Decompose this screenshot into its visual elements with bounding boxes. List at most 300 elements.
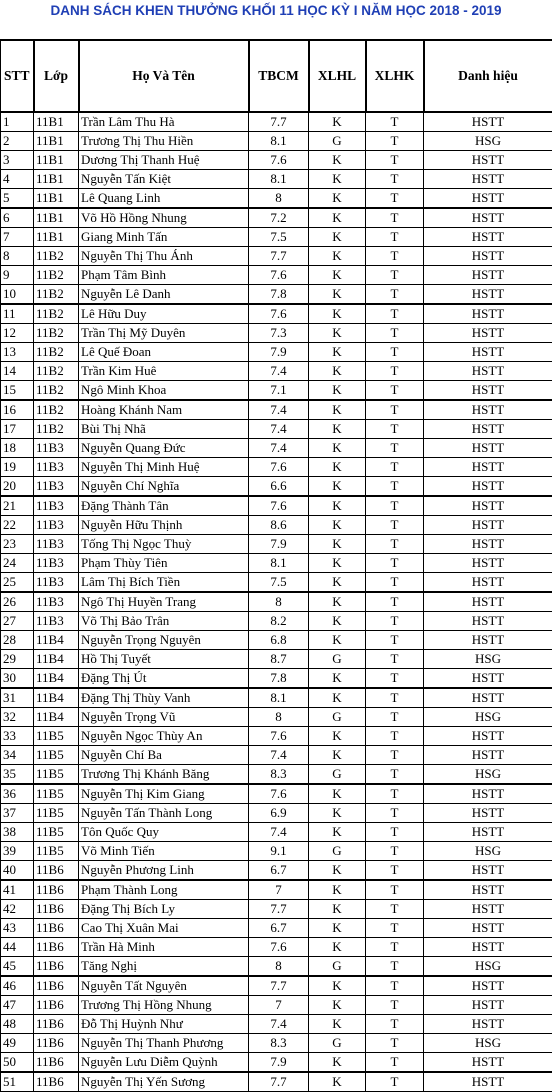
table-row: [1, 919, 552, 938]
cell-xlhl: K: [309, 535, 366, 554]
cell-xlhl: G: [309, 650, 366, 669]
cell-class: 11B2: [34, 247, 79, 266]
cell-title: HSTT: [424, 592, 552, 612]
cell-class: 11B2: [34, 304, 79, 324]
table-row: [1, 420, 552, 439]
cell-class: 11B1: [34, 228, 79, 247]
cell-xlhl: K: [309, 573, 366, 593]
cell-name: Hồ Thị Tuyết: [79, 650, 249, 669]
cell-name: Nguyễn Tấn Thành Long: [79, 804, 249, 823]
table-row: [1, 1034, 552, 1053]
cell-stt: 18: [1, 439, 34, 458]
cell-tbcm: 7.6: [249, 784, 309, 804]
cell-class: 11B4: [34, 631, 79, 650]
cell-xlhk: T: [366, 112, 424, 132]
table-row: [1, 496, 552, 516]
cell-xlhl: K: [309, 631, 366, 650]
table-row: [1, 880, 552, 900]
cell-xlhl: K: [309, 112, 366, 132]
cell-tbcm: 7.8: [249, 285, 309, 305]
cell-stt: 14: [1, 362, 34, 381]
cell-name: Lê Quang Linh: [79, 189, 249, 209]
cell-class: 11B6: [34, 957, 79, 977]
cell-class: 11B6: [34, 1015, 79, 1034]
cell-name: Đặng Thị Út: [79, 669, 249, 689]
cell-tbcm: 8: [249, 592, 309, 612]
cell-stt: 10: [1, 285, 34, 305]
cell-xlhl: K: [309, 554, 366, 573]
cell-xlhk: T: [366, 247, 424, 266]
cell-name: Nguyễn Tấn Kiệt: [79, 170, 249, 189]
cell-xlhk: T: [366, 669, 424, 689]
cell-xlhk: T: [366, 861, 424, 881]
cell-title: HSTT: [424, 938, 552, 957]
table-row: [1, 823, 552, 842]
cell-tbcm: 7.5: [249, 573, 309, 593]
cell-xlhk: T: [366, 727, 424, 746]
cell-tbcm: 8.1: [249, 132, 309, 151]
cell-xlhl: K: [309, 151, 366, 170]
cell-name: Nguyễn Thị Kim Giang: [79, 784, 249, 804]
cell-title: HSTT: [424, 420, 552, 439]
cell-stt: 23: [1, 535, 34, 554]
cell-name: Nguyễn Chí Nghĩa: [79, 477, 249, 497]
table-row: [1, 784, 552, 804]
cell-xlhl: K: [309, 996, 366, 1015]
cell-xlhk: T: [366, 496, 424, 516]
cell-tbcm: 7.2: [249, 208, 309, 228]
cell-xlhl: G: [309, 1034, 366, 1053]
cell-xlhl: K: [309, 439, 366, 458]
cell-class: 11B6: [34, 1072, 79, 1092]
cell-stt: 9: [1, 266, 34, 285]
cell-stt: 38: [1, 823, 34, 842]
cell-title: HSTT: [424, 458, 552, 477]
cell-name: Trần Hà Minh: [79, 938, 249, 957]
cell-name: Nguyễn Quang Đức: [79, 439, 249, 458]
cell-name: Phạm Tâm Bình: [79, 266, 249, 285]
cell-name: Võ Minh Tiến: [79, 842, 249, 861]
cell-class: 11B1: [34, 112, 79, 132]
table-row: [1, 208, 552, 228]
cell-name: Lê Hữu Duy: [79, 304, 249, 324]
cell-stt: 11: [1, 304, 34, 324]
cell-stt: 49: [1, 1034, 34, 1053]
header-class: Lớp: [34, 40, 79, 112]
cell-name: Tống Thị Ngọc Thuỳ: [79, 535, 249, 554]
cell-title: HSTT: [424, 784, 552, 804]
cell-class: 11B4: [34, 650, 79, 669]
table-row: [1, 151, 552, 170]
cell-xlhl: K: [309, 170, 366, 189]
table-row: [1, 900, 552, 919]
cell-tbcm: 8.1: [249, 688, 309, 708]
cell-stt: 47: [1, 996, 34, 1015]
cell-xlhl: K: [309, 804, 366, 823]
cell-tbcm: 7.7: [249, 900, 309, 919]
cell-tbcm: 7.4: [249, 420, 309, 439]
table-row: [1, 861, 552, 881]
cell-tbcm: 7.7: [249, 112, 309, 132]
cell-class: 11B6: [34, 1053, 79, 1073]
cell-stt: 40: [1, 861, 34, 881]
cell-title: HSTT: [424, 324, 552, 343]
table-row: [1, 266, 552, 285]
cell-xlhl: K: [309, 266, 366, 285]
cell-title: HSTT: [424, 228, 552, 247]
cell-class: 11B5: [34, 784, 79, 804]
cell-stt: 42: [1, 900, 34, 919]
cell-xlhl: K: [309, 362, 366, 381]
cell-xlhk: T: [366, 304, 424, 324]
cell-name: Bùi Thị Nhã: [79, 420, 249, 439]
header-stt: STT: [1, 40, 34, 112]
cell-xlhk: T: [366, 266, 424, 285]
cell-name: Ngô Thị Huyền Trang: [79, 592, 249, 612]
cell-stt: 43: [1, 919, 34, 938]
table-row: [1, 804, 552, 823]
cell-title: HSG: [424, 1034, 552, 1053]
table-row: [1, 650, 552, 669]
cell-xlhk: T: [366, 900, 424, 919]
cell-class: 11B3: [34, 458, 79, 477]
cell-xlhl: K: [309, 592, 366, 612]
cell-xlhk: T: [366, 1015, 424, 1034]
cell-tbcm: 7.6: [249, 727, 309, 746]
cell-name: Lê Quế Đoan: [79, 343, 249, 362]
cell-title: HSTT: [424, 573, 552, 593]
cell-name: Đặng Thành Tân: [79, 496, 249, 516]
cell-xlhk: T: [366, 420, 424, 439]
cell-xlhk: T: [366, 285, 424, 305]
cell-title: HSTT: [424, 400, 552, 420]
cell-stt: 31: [1, 688, 34, 708]
table-row: [1, 554, 552, 573]
table-row: [1, 1072, 552, 1092]
cell-title: HSTT: [424, 439, 552, 458]
cell-tbcm: 8.7: [249, 650, 309, 669]
cell-name: Nguyễn Chí Ba: [79, 746, 249, 765]
cell-xlhk: T: [366, 631, 424, 650]
cell-xlhl: K: [309, 400, 366, 420]
cell-title: HSTT: [424, 976, 552, 996]
cell-xlhk: T: [366, 765, 424, 785]
cell-xlhl: G: [309, 957, 366, 977]
cell-xlhk: T: [366, 804, 424, 823]
table-row: [1, 842, 552, 861]
cell-class: 11B5: [34, 804, 79, 823]
cell-tbcm: 7.6: [249, 458, 309, 477]
cell-class: 11B3: [34, 612, 79, 631]
table-row: [1, 362, 552, 381]
cell-xlhk: T: [366, 343, 424, 362]
cell-title: HSG: [424, 957, 552, 977]
cell-xlhk: T: [366, 784, 424, 804]
cell-name: Trương Thị Hồng Nhung: [79, 996, 249, 1015]
cell-name: Nguyễn Hữu Thịnh: [79, 516, 249, 535]
cell-stt: 51: [1, 1072, 34, 1092]
cell-xlhl: K: [309, 304, 366, 324]
cell-xlhl: K: [309, 247, 366, 266]
table-row: [1, 688, 552, 708]
cell-tbcm: 7.1: [249, 381, 309, 401]
cell-xlhl: K: [309, 688, 366, 708]
cell-stt: 41: [1, 880, 34, 900]
cell-stt: 36: [1, 784, 34, 804]
cell-title: HSTT: [424, 535, 552, 554]
cell-xlhk: T: [366, 381, 424, 401]
cell-title: HSG: [424, 708, 552, 727]
cell-class: 11B2: [34, 381, 79, 401]
cell-tbcm: 7.7: [249, 1072, 309, 1092]
table-row: [1, 996, 552, 1015]
cell-class: 11B6: [34, 919, 79, 938]
cell-stt: 37: [1, 804, 34, 823]
cell-class: 11B6: [34, 996, 79, 1015]
cell-name: Võ Thị Bảo Trân: [79, 612, 249, 631]
cell-title: HSTT: [424, 861, 552, 881]
table-row: [1, 938, 552, 957]
cell-title: HSTT: [424, 880, 552, 900]
cell-xlhl: K: [309, 1015, 366, 1034]
cell-tbcm: 7.6: [249, 151, 309, 170]
cell-xlhl: K: [309, 784, 366, 804]
cell-title: HSTT: [424, 631, 552, 650]
cell-tbcm: 7.6: [249, 496, 309, 516]
cell-stt: 35: [1, 765, 34, 785]
cell-xlhl: K: [309, 496, 366, 516]
cell-stt: 24: [1, 554, 34, 573]
cell-tbcm: 9.1: [249, 842, 309, 861]
cell-name: Đặng Thị Thùy Vanh: [79, 688, 249, 708]
cell-stt: 1: [1, 112, 34, 132]
cell-title: HSTT: [424, 746, 552, 765]
cell-class: 11B3: [34, 477, 79, 497]
table-row: [1, 132, 552, 151]
cell-stt: 3: [1, 151, 34, 170]
table-row: [1, 458, 552, 477]
cell-stt: 5: [1, 189, 34, 209]
table-row: [1, 477, 552, 497]
cell-class: 11B3: [34, 592, 79, 612]
table-row: [1, 957, 552, 977]
cell-name: Nguyễn Trọng Nguyên: [79, 631, 249, 650]
cell-stt: 2: [1, 132, 34, 151]
cell-tbcm: 8: [249, 189, 309, 209]
cell-stt: 48: [1, 1015, 34, 1034]
cell-xlhk: T: [366, 554, 424, 573]
cell-tbcm: 7.4: [249, 746, 309, 765]
cell-class: 11B2: [34, 343, 79, 362]
table-row: [1, 1015, 552, 1034]
cell-xlhl: G: [309, 132, 366, 151]
cell-xlhk: T: [366, 919, 424, 938]
cell-class: 11B3: [34, 516, 79, 535]
cell-title: HSTT: [424, 669, 552, 689]
table-row: [1, 1053, 552, 1073]
cell-tbcm: 8.3: [249, 1034, 309, 1053]
cell-name: Hoàng Khánh Nam: [79, 400, 249, 420]
cell-tbcm: 7: [249, 880, 309, 900]
cell-xlhk: T: [366, 228, 424, 247]
cell-stt: 25: [1, 573, 34, 593]
cell-stt: 8: [1, 247, 34, 266]
cell-tbcm: 7.4: [249, 362, 309, 381]
cell-xlhl: G: [309, 708, 366, 727]
cell-tbcm: 7.4: [249, 823, 309, 842]
cell-xlhk: T: [366, 1053, 424, 1073]
cell-tbcm: 7.6: [249, 266, 309, 285]
cell-xlhl: K: [309, 612, 366, 631]
cell-tbcm: 7.6: [249, 938, 309, 957]
cell-title: HSTT: [424, 516, 552, 535]
cell-stt: 4: [1, 170, 34, 189]
cell-class: 11B3: [34, 535, 79, 554]
cell-tbcm: 6.8: [249, 631, 309, 650]
cell-xlhk: T: [366, 996, 424, 1015]
cell-xlhk: T: [366, 400, 424, 420]
cell-tbcm: 8.6: [249, 516, 309, 535]
table-row: [1, 727, 552, 746]
cell-title: HSTT: [424, 727, 552, 746]
cell-title: HSTT: [424, 285, 552, 305]
cell-xlhl: K: [309, 189, 366, 209]
cell-title: HSTT: [424, 208, 552, 228]
cell-title: HSTT: [424, 900, 552, 919]
cell-class: 11B1: [34, 151, 79, 170]
cell-name: Nguyễn Phương Linh: [79, 861, 249, 881]
cell-class: 11B4: [34, 688, 79, 708]
cell-title: HSTT: [424, 804, 552, 823]
table-row: [1, 612, 552, 631]
cell-xlhk: T: [366, 362, 424, 381]
cell-name: Trần Lâm Thu Hà: [79, 112, 249, 132]
cell-xlhk: T: [366, 516, 424, 535]
cell-tbcm: 6.9: [249, 804, 309, 823]
cell-tbcm: 6.7: [249, 919, 309, 938]
cell-class: 11B6: [34, 861, 79, 881]
cell-tbcm: 7.4: [249, 400, 309, 420]
cell-xlhl: K: [309, 477, 366, 497]
cell-class: 11B3: [34, 439, 79, 458]
cell-tbcm: 7.3: [249, 324, 309, 343]
cell-name: Nguyễn Thị Thu Ánh: [79, 247, 249, 266]
cell-class: 11B4: [34, 669, 79, 689]
table-row: [1, 400, 552, 420]
cell-title: HSTT: [424, 688, 552, 708]
cell-stt: 46: [1, 976, 34, 996]
cell-xlhk: T: [366, 151, 424, 170]
cell-stt: 39: [1, 842, 34, 861]
cell-class: 11B2: [34, 324, 79, 343]
cell-tbcm: 7.9: [249, 535, 309, 554]
table-row: [1, 765, 552, 785]
cell-tbcm: 7.5: [249, 228, 309, 247]
cell-xlhl: K: [309, 880, 366, 900]
cell-class: 11B2: [34, 266, 79, 285]
cell-name: Phạm Thùy Tiên: [79, 554, 249, 573]
cell-xlhk: T: [366, 170, 424, 189]
cell-xlhl: K: [309, 228, 366, 247]
table-row: [1, 976, 552, 996]
table-row: [1, 112, 552, 132]
cell-xlhl: K: [309, 976, 366, 996]
cell-title: HSTT: [424, 823, 552, 842]
table-row: [1, 381, 552, 401]
cell-class: 11B6: [34, 1034, 79, 1053]
cell-xlhk: T: [366, 823, 424, 842]
table-row: [1, 189, 552, 209]
cell-class: 11B3: [34, 573, 79, 593]
cell-xlhl: K: [309, 746, 366, 765]
cell-name: Nguyễn Thị Yến Sương: [79, 1072, 249, 1092]
cell-title: HSTT: [424, 612, 552, 631]
cell-title: HSTT: [424, 496, 552, 516]
cell-tbcm: 8.1: [249, 170, 309, 189]
cell-tbcm: 6.7: [249, 861, 309, 881]
cell-title: HSTT: [424, 477, 552, 497]
cell-stt: 21: [1, 496, 34, 516]
page-title: DANH SÁCH KHEN THƯỞNG KHỐI 11 HỌC KỲ I NĂM HỌC 2018 - 2019: [0, 0, 552, 22]
cell-title: HSTT: [424, 343, 552, 362]
header-tbcm: TBCM: [249, 40, 309, 112]
cell-stt: 45: [1, 957, 34, 977]
cell-title: HSTT: [424, 189, 552, 209]
cell-class: 11B1: [34, 189, 79, 209]
cell-name: Tăng Nghị: [79, 957, 249, 977]
cell-class: 11B1: [34, 170, 79, 189]
cell-xlhl: K: [309, 516, 366, 535]
cell-xlhl: K: [309, 900, 366, 919]
cell-name: Nguyễn Tất Nguyên: [79, 976, 249, 996]
cell-tbcm: 8: [249, 708, 309, 727]
cell-xlhl: K: [309, 938, 366, 957]
cell-class: 11B6: [34, 976, 79, 996]
cell-title: HSTT: [424, 1015, 552, 1034]
table-row: [1, 247, 552, 266]
cell-xlhk: T: [366, 189, 424, 209]
header-row: [1, 40, 552, 112]
cell-class: 11B4: [34, 708, 79, 727]
cell-name: Tôn Quốc Quy: [79, 823, 249, 842]
cell-xlhk: T: [366, 746, 424, 765]
cell-class: 11B1: [34, 208, 79, 228]
cell-title: HSG: [424, 765, 552, 785]
cell-class: 11B5: [34, 727, 79, 746]
cell-xlhk: T: [366, 477, 424, 497]
cell-xlhk: T: [366, 688, 424, 708]
cell-stt: 12: [1, 324, 34, 343]
cell-xlhl: K: [309, 208, 366, 228]
cell-class: 11B5: [34, 823, 79, 842]
cell-stt: 28: [1, 631, 34, 650]
cell-name: Trương Thị Khánh Băng: [79, 765, 249, 785]
cell-class: 11B5: [34, 842, 79, 861]
cell-title: HSTT: [424, 266, 552, 285]
header-xlhk: XLHK: [366, 40, 424, 112]
cell-stt: 17: [1, 420, 34, 439]
cell-xlhl: K: [309, 861, 366, 881]
cell-name: Nguyễn Trọng Vũ: [79, 708, 249, 727]
cell-xlhk: T: [366, 938, 424, 957]
cell-stt: 7: [1, 228, 34, 247]
table-row: [1, 708, 552, 727]
table-row: [1, 343, 552, 362]
cell-stt: 44: [1, 938, 34, 957]
cell-xlhk: T: [366, 880, 424, 900]
cell-name: Dương Thị Thanh Huệ: [79, 151, 249, 170]
cell-xlhl: K: [309, 343, 366, 362]
